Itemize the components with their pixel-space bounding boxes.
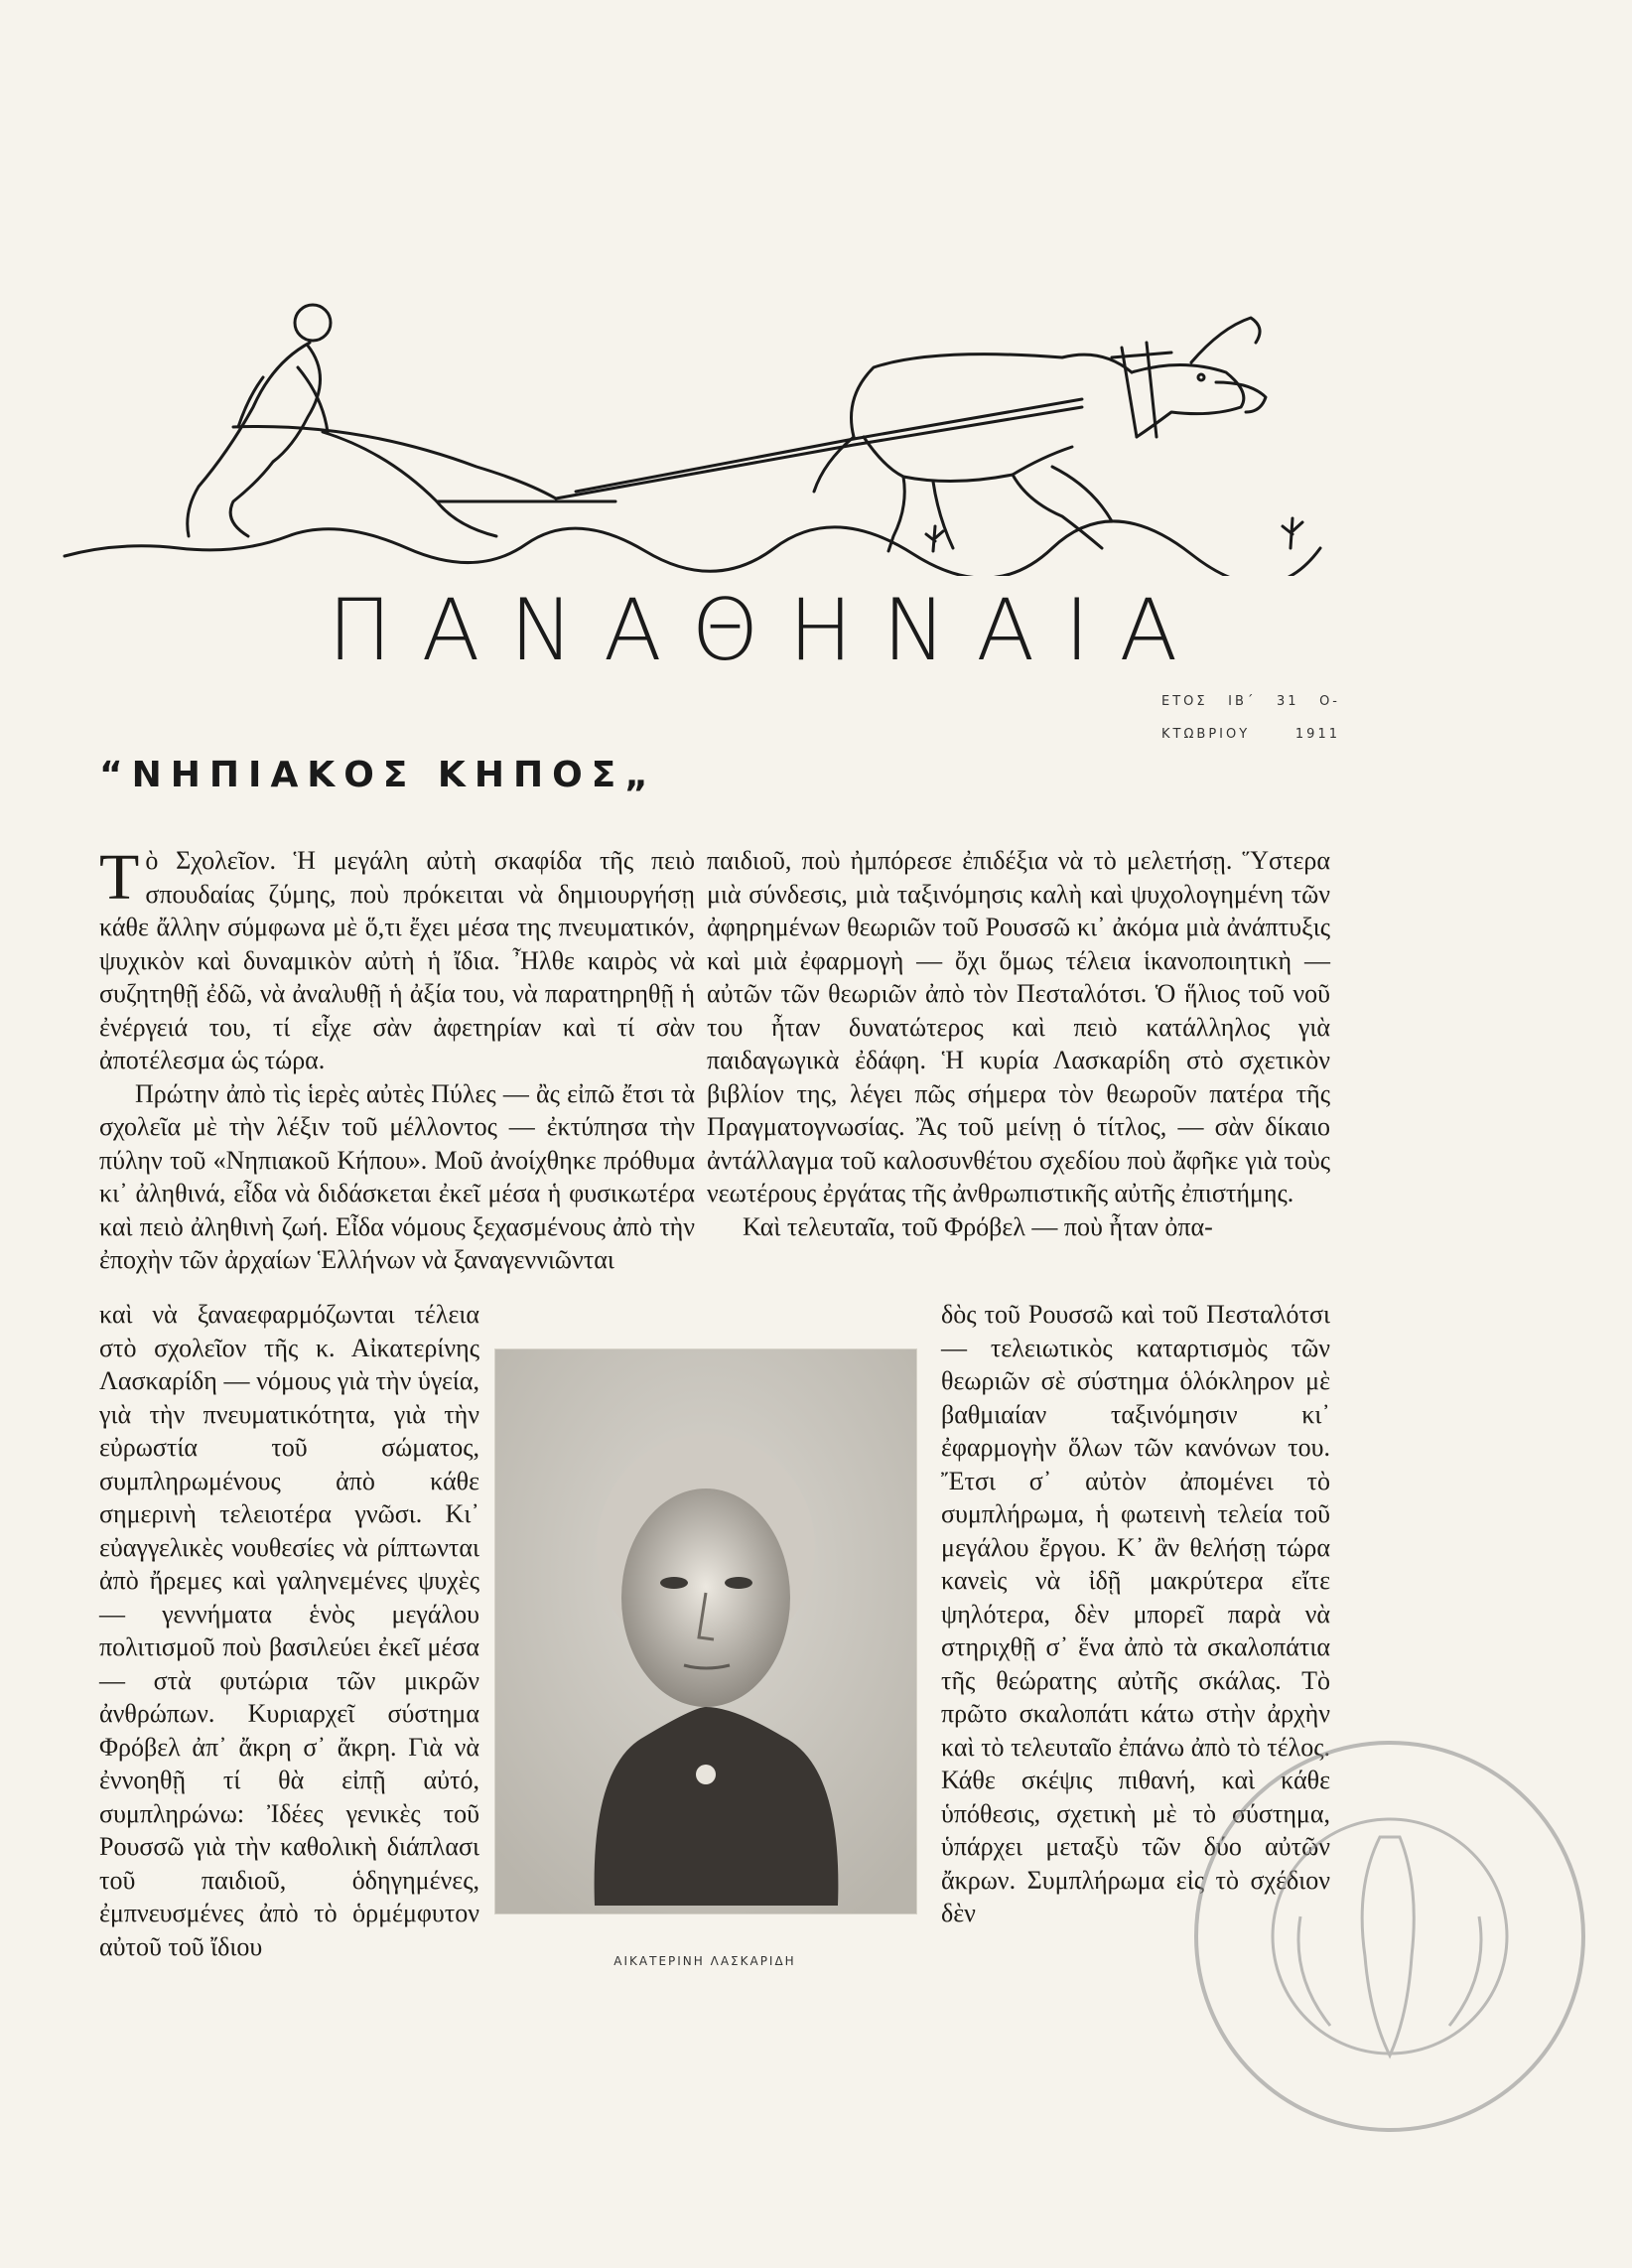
portrait-image	[495, 1349, 916, 1914]
article-title: “ΝΗΠΙΑΚΟΣ ΚΗΠΟΣ„	[99, 755, 657, 795]
issue-line-2: ΚΤΩΒΡΙΟΥ 1911	[1161, 727, 1340, 742]
paragraph-4: παιδιοῦ, ποὺ ἠμπόρεσε ἐπιδέξια νὰ τὸ μελετήσῃ. Ὕστερα μιὰ σύνδεσις, μιὰ ταξινόμησις καλὴ καὶ ψυχολογημένη τῶν ἀφηρημένων θεωριῶν τοῦ Ρουσσῶ κι᾽ ἀκόμα μιὰ ἀνάπτυξις καὶ μιὰ ἐφαρμογὴ — ὄχι ὅμως τέλεια ἱκανοποιητικὴ — αὐτῶν τῶν θεωριῶν ἀπὸ τὸν Πεσταλότσι. Ὁ ἥλιος τοῦ νοῦ του ἦταν δυνατώτερος καὶ πειὸ κατάλληλος γιὰ παιδαγωγικὰ ἐδάφη. Ἡ κυρία Λασκαρίδη στὸ σχετικὸν βιβλίον της, λέγει πῶς σήμερα τὸν θεωροῦν πατέρα τῆς Πραγματογνωσίας. Ἂς τοῦ μείνῃ ὁ τίτλος, — σὰν δίκαιο ἀντάλλαγμα τοῦ καλοσυνθέτου σχεδίου ποὺ ἄφῆκε γιὰ τοὺς νεωτέρους ἐργάτας τῆς ἀνθρωπιστικῆς αὐτῆς ἐπιστήμης.	[707, 846, 1330, 1207]
left-column	[99, 841, 695, 1277]
paragraph-2: Πρώτην ἀπὸ τὶς ἱερὲς αὐτὲς Πύλες — ἂς εἰπῶ ἔτσι τὰ σχολεῖα μὲ τὴν λέξιν τοῦ μέλλοντος — ἐκτύπησα τὴν πύλην τοῦ «Νηπιακοῦ Κήπου». Μοῦ ἀνοίχθηκε πρόθυμα κι᾽ ἀληθινά, εἶδα νὰ διδάσκεται ἐκεῖ μέσα ἡ φυσικωτέρα καὶ πειὸ ἀληθινὴ ζωή. Εἶδα νόμους ξεχασμένους ἀπὸ τὴν ἐποχὴν τῶν ἀρχαίων Ἑλλήνων νὰ ξαναγεννιῶνται	[99, 1078, 695, 1274]
issue-info	[1161, 685, 1340, 751]
issue-line-1: ΕΤΟΣ ΙΒ΄ 31 Ο-	[1161, 694, 1340, 709]
seal-lettering	[1181, 1728, 1598, 1729]
ploughman-oxen-illustration	[60, 288, 1330, 576]
paragraph-6: δὸς τοῦ Ρουσσῶ καὶ τοῦ Πεσταλότσι — τελειωτικὸς καταρτισμὸς τῶν θεωριῶν σὲ σύστημα ὁλόκληρον μὲ βαθμιαίαν ταξινόμησιν κι᾽ ἐφαρμογὴν ὅλων τῶν κανόνων του. Ἔτσι σ᾽ αὐτὸν ἀπομένει τὸ συμπλήρωμα, ἡ φωτεινὴ τελεία τοῦ μεγάλου ἔργου. Κ᾽ ἂν θελήσῃ τώρα κανεὶς νὰ ἰδῇ μακρύτερα εἴτε ψηλότερα, δὲν μπορεῖ παρὰ νὰ στηριχθῇ σ᾽ ἕνα ἀπὸ τὰ σκαλοπάτια τῆς θεώρατης αὐτῆς σκάλας. Τὸ πρῶτο σκαλοπάτι κάτω στὴν ἀρχὴν καὶ τὸ τελευταῖο ἐπάνω ἀπὸ τὸ τέλος. Κάθε σκέψις πιθανή, καὶ κάθε ὑπόθεσις, σχετικὴ μὲ τὸ σύστημα, ὑπάρχει μεταξὺ τῶν δύο αὐτῶν ἄκρων. Συμπλήρωμα εἰς τὸ σχέδιον δὲν	[941, 1300, 1330, 1927]
drop-cap: Τ	[99, 841, 140, 914]
left-column-narrow	[99, 1298, 479, 1963]
paragraph-1	[99, 841, 695, 1077]
society-seal-stamp	[1181, 1728, 1598, 2145]
paragraph-3: καὶ νὰ ξαναεφαρμόζωνται τέλεια στὸ σχολεῖον τῆς κ. Αἰκατερίνης Λασκαρίδη — νόμους γιὰ τὴν ὑγεία, γιὰ τὴν πνευματικότητα, γιὰ τὴν εὐρωστία τοῦ σώματος, συμπληρωμένους ἀπὸ κάθε σημερινὴ τελειοτέρα γνῶσι. Κι᾽ εὐαγγελικὲς νουθεσίες νὰ ρίπτωνται ἀπὸ ἤρεμες καὶ γαληνεμένες ψυχὲς — γεννήματα ἑνὸς μεγάλου πολιτισμοῦ ποὺ βασιλεύει ἐκεῖ μέσα — στὰ φυτώρια τῶν μικρῶν ἀνθρώπων. Κυριαρχεῖ σύστημα Φρόβελ ἀπ᾽ ἄκρη σ᾽ ἄκρη. Γιὰ νὰ ἐννοηθῇ τί θὰ εἰπῇ αὐτό, συμπληρώνω: Ἰδέες γενικὲς τοῦ Ρουσσῶ γιὰ τὴν καθολικὴ διάπλασι τοῦ παιδιοῦ, ὁδηγημένες, ἐμπνευσμένες ἀπὸ τὸ ὁρμέμφυτον αὐτοῦ τοῦ ἴδιου	[99, 1300, 479, 1961]
masthead-title: ΠΑΝΑΘΗΝΑΙΑ	[328, 581, 1208, 680]
paragraph-5: Καὶ τελευταῖα, τοῦ Φρόβελ — ποὺ ἦταν ὀπα-	[743, 1211, 1213, 1241]
portrait-photo	[494, 1348, 917, 1914]
photo-caption: ΑΙΚΑΤΕΡΙΝΗ ΛΑΣΚΑΡΙΔΗ	[613, 1954, 796, 1968]
paragraph-1-text: ὸ Σχολεῖον. Ἡ μεγάλη αὐτὴ σκαφίδα τῆς πειὸ σπουδαίας ζύμης, ποὺ πρόκειται νὰ δημιουργήσῃ κάθε ἄλλην σύμφωνα μὲ ὅ,τι ἔχει μέσα της πνευματικόν, ψυχικὸν καὶ δυναμικὸν αὐτὴ ἡ ἴδια. Ἦλθε καιρὸς νὰ συζητηθῇ ἐδῶ, νὰ ἀναλυθῇ ἡ ἀξία του, νὰ παρατηρηθῇ ἡ ἐνέργειά του, τί εἶχε σὰν ἀφετηρίαν καὶ τί σὰν ἀποτέλεσμα ὡς τώρα.	[99, 846, 695, 1074]
right-column	[707, 844, 1330, 1243]
